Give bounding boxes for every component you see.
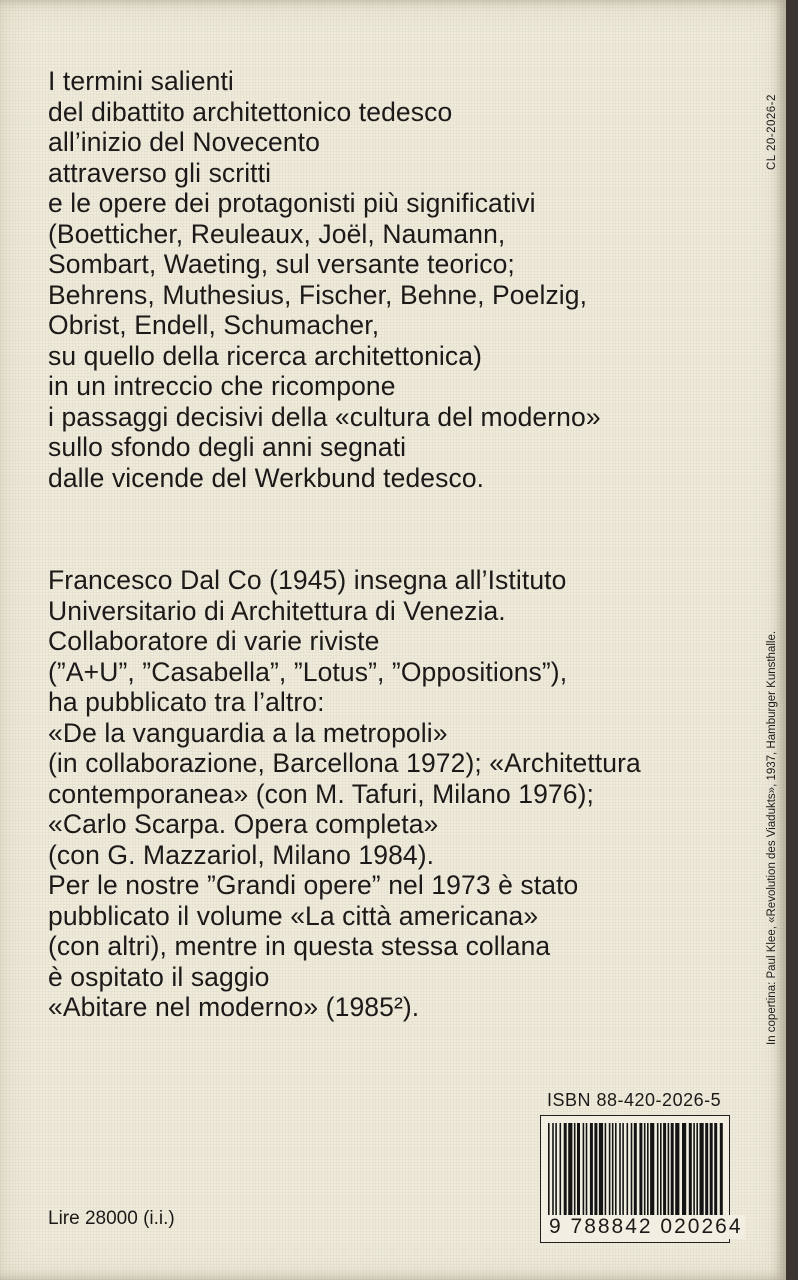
barcode-bar [647, 1123, 649, 1219]
intro-line: Behrens, Muthesius, Fischer, Behne, Poelzig, [48, 279, 588, 310]
barcode-bar [714, 1123, 717, 1219]
barcode-bar [693, 1123, 695, 1219]
barcode-bar [675, 1123, 679, 1219]
intro-line: sullo sfondo degli anni segnati [48, 432, 407, 462]
barcode-bar [644, 1123, 646, 1219]
barcode-bar [574, 1123, 576, 1219]
barcode-bar [586, 1123, 588, 1219]
isbn-label: ISBN 88-420-2026-5 [547, 1090, 722, 1110]
bio-line: contemporanea» (con M. Tafuri, Milano 1976); [48, 778, 594, 809]
barcode-bar [622, 1123, 624, 1219]
barcode-bar [657, 1123, 659, 1219]
barcode-bar [696, 1123, 698, 1219]
intro-line: all’inizio del Novecento [48, 127, 320, 157]
intro-line: e le opere dei protagonisti più significativi [48, 188, 536, 218]
bio-line: Collaboratore di varie riviste [48, 626, 380, 656]
barcode-bar [639, 1123, 642, 1219]
intro-line: attraverso gli scritti [48, 157, 272, 188]
barcode-bar [627, 1123, 629, 1219]
barcode-bar [594, 1123, 597, 1219]
barcode-bar [619, 1123, 621, 1219]
intro-line: su quello della ricerca architettonica) [48, 340, 483, 371]
barcode-bar [660, 1123, 662, 1219]
intro-line: dalle vicende del Werkbund tedesco. [48, 462, 485, 493]
barcode-bar [671, 1123, 674, 1219]
bio-line: «Carlo Scarpa. Opera completa» [48, 809, 439, 839]
barcode-bar [689, 1123, 692, 1219]
bio-line: (”A+U”, ”Casabella”, ”Lotus”, ”Oppositions”), [48, 656, 568, 687]
intro-line: in un intreccio che ricompone [48, 371, 396, 401]
intro-line: (Boetticher, Reuleaux, Joël, Naumann, [48, 218, 506, 249]
bio-line: (in collaborazione, Barcellona 1972); «Architettura [48, 748, 641, 778]
barcode-bar [650, 1123, 654, 1219]
bio-line: Universitario di Architettura di Venezia. [48, 595, 506, 626]
barcode-bar [568, 1123, 572, 1219]
barcode-bar [612, 1123, 614, 1219]
catalog-code: CL 20-2026-2 [766, 94, 778, 170]
bio-line: (con G. Mazzariol, Milano 1984). [48, 839, 435, 870]
barcode-bar [577, 1123, 580, 1219]
bio-line: «De la vanguardia a la metropoli» [48, 717, 448, 748]
bio-line: ha pubblicato tra l’altro: [48, 687, 325, 717]
barcode-bar [605, 1123, 607, 1219]
barcode-bar [583, 1123, 585, 1219]
barcode-bar [560, 1123, 562, 1219]
barcode-number: 9 788842 020264 [549, 1215, 743, 1238]
bio-line: pubblicato il volume «La città americana» [48, 900, 539, 931]
intro-line: Sombart, Waeting, sul versante teorico; [48, 249, 515, 279]
barcode-bar [705, 1123, 708, 1219]
cover-credit: In copertina: Paul Klee, «Revolution des Viadukts», 1937, Hamburger Kunsthalle. [766, 630, 778, 1045]
intro-line: del dibattito architettonico tedesco [48, 96, 453, 127]
intro-paragraph [48, 66, 601, 493]
bio-line: (con altri), mentre in questa stessa collana [48, 931, 551, 961]
intro-line: i passaggi decisivi della «cultura del moderno» [48, 401, 601, 432]
barcode-bar [710, 1123, 713, 1219]
barcode-bar [682, 1123, 686, 1219]
barcode-bar [564, 1123, 567, 1219]
bio-line: Francesco Dal Co (1945) insegna all’Istituto [48, 565, 567, 595]
bio-line: «Abitare nel moderno» (1985²). [48, 992, 420, 1022]
bio-line: è ospitato il saggio [48, 961, 270, 992]
intro-line: I termini salienti [48, 66, 234, 96]
barcode-bar [668, 1123, 670, 1219]
barcode-bar [615, 1123, 617, 1219]
intro-line: Obrist, Endell, Schumacher, [48, 310, 380, 340]
price: Lire 28000 (i.i.) [48, 1208, 175, 1229]
barcode-bar [599, 1123, 603, 1219]
barcode-bar [663, 1123, 666, 1219]
barcode-bar [609, 1123, 611, 1219]
barcode-bar [555, 1123, 557, 1219]
bio-line: Per le nostre ”Grandi opere” nel 1973 è stato [48, 870, 579, 900]
author-bio-paragraph [48, 565, 641, 1023]
barcode-bar [590, 1123, 593, 1219]
barcode-bar [700, 1123, 704, 1219]
